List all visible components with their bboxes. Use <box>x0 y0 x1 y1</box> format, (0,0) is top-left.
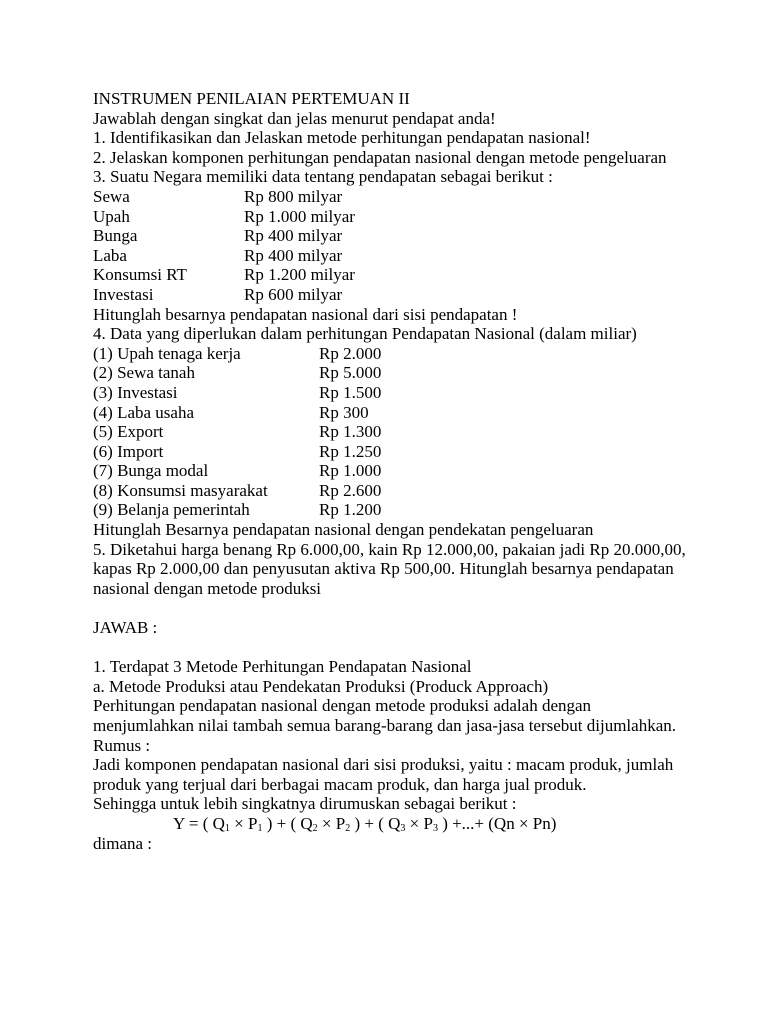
row-value: Rp 1.300 <box>319 422 382 442</box>
table-row <box>93 383 693 403</box>
table-row <box>93 442 693 462</box>
table-row <box>93 344 693 364</box>
answer-1-subheading: a. Metode Produksi atau Pendekatan Produksi (Produck Approach) <box>93 676 549 696</box>
document-page <box>93 89 693 853</box>
formula-subscript: 3 <box>432 822 438 834</box>
table-row <box>93 285 693 305</box>
row-value: Rp 400 milyar <box>244 245 343 265</box>
table-row <box>93 187 693 207</box>
table-row <box>93 403 693 423</box>
answer-1-heading: 1. Terdapat 3 Metode Perhitungan Pendapatan Nasional <box>93 657 472 677</box>
answer-heading: JAWAB : <box>93 618 158 638</box>
formula-part: × P <box>405 813 433 833</box>
table-row <box>93 461 693 481</box>
row-label: (5) Export <box>93 422 164 442</box>
question-2: 2. Jelaskan komponen perhitungan pendapatan nasional dengan metode pengeluaran <box>93 147 667 167</box>
row-value: Rp 1.500 <box>319 382 382 402</box>
table-row <box>93 500 693 520</box>
table-row <box>93 265 693 285</box>
row-value: Rp 800 milyar <box>244 186 343 206</box>
row-value: Rp 1.200 milyar <box>244 265 355 285</box>
row-label: Upah <box>93 206 130 226</box>
formula-part: × P <box>317 813 346 833</box>
question-3-prompt: Hitunglah besarnya pendapatan nasional dari sisi pendapatan ! <box>93 304 518 324</box>
spacer <box>93 638 693 658</box>
answer-1-paragraph: Perhitungan pendapatan nasional dengan metode produksi adalah dengan menjumlahkan nilai tambah semua barang-barang dan jasa-jasa tersebut dijumlahkan. <box>93 696 676 735</box>
document-title: INSTRUMEN PENILAIAN PERTEMUAN II <box>93 89 410 108</box>
row-label: Investasi <box>93 284 154 304</box>
row-label: (3) Investasi <box>93 382 178 402</box>
row-value: Rp 1.000 <box>319 461 382 481</box>
formula-subscript: 1 <box>224 822 230 834</box>
row-value: Rp 1.200 <box>319 500 382 520</box>
formula-subscript: 2 <box>345 822 351 834</box>
question-4-prompt: Hitunglah Besarnya pendapatan nasional dengan pendekatan pengeluaran <box>93 520 594 540</box>
table-row <box>93 226 693 246</box>
instruction-text: Jawablah dengan singkat dan jelas menurut pendapat anda! <box>93 108 496 128</box>
row-label: (4) Laba usaha <box>93 402 195 422</box>
row-label: Konsumsi RT <box>93 265 187 285</box>
formula-part: ) +...+ (Qn × Pn) <box>437 813 557 833</box>
formula-subscript: 2 <box>312 822 318 834</box>
spacer <box>93 598 693 618</box>
formula-subscript: 1 <box>257 822 263 834</box>
row-label: (2) Sewa tanah <box>93 363 195 383</box>
formula-part: ) + ( Q <box>350 813 401 833</box>
row-value: Rp 1.000 milyar <box>244 206 355 226</box>
answer-1-paragraph: Jadi komponen pendapatan nasional dari sisi produksi, yaitu : macam produk, jumlah produk yang terjual dari berbagai macam produk, dan harga jual produk. <box>93 755 674 794</box>
table-row <box>93 481 693 501</box>
row-value: Rp 600 milyar <box>244 284 343 304</box>
table-row <box>93 246 693 266</box>
table-row <box>93 422 693 442</box>
table-row <box>93 207 693 227</box>
formula-part: × P <box>229 813 258 833</box>
formula <box>93 814 693 834</box>
rumus-label: Rumus : <box>93 735 151 755</box>
dimana-label: dimana : <box>93 833 153 853</box>
row-value: Rp 5.000 <box>319 363 382 383</box>
row-value: Rp 2.600 <box>319 480 382 500</box>
row-value: Rp 300 <box>319 402 369 422</box>
row-value: Rp 2.000 <box>319 343 382 363</box>
row-label: (8) Konsumsi masyarakat <box>93 480 268 500</box>
row-label: (9) Belanja pemerintah <box>93 500 250 520</box>
question-4-intro: 4. Data yang diperlukan dalam perhitungan Pendapatan Nasional (dalam miliar) <box>93 324 637 344</box>
question-3-table <box>93 187 693 305</box>
row-label: Sewa <box>93 186 130 206</box>
row-label: (6) Import <box>93 441 164 461</box>
row-value: Rp 400 milyar <box>244 226 343 246</box>
question-3-intro: 3. Suatu Negara memiliki data tentang pendapatan sebagai berikut : <box>93 167 553 187</box>
row-label: (7) Bunga modal <box>93 461 209 481</box>
row-label: Bunga <box>93 226 138 246</box>
formula-part: Y = ( Q <box>173 813 225 833</box>
answer-1-paragraph: Sehingga untuk lebih singkatnya dirumuskan sebagai berikut : <box>93 794 517 814</box>
row-label: (1) Upah tenaga kerja <box>93 343 241 363</box>
table-row <box>93 363 693 383</box>
formula-part: ) + ( Q <box>262 813 313 833</box>
question-4-table <box>93 344 693 520</box>
question-5: 5. Diketahui harga benang Rp 6.000,00, kain Rp 12.000,00, pakaian jadi Rp 20.000,00, kapas Rp 2.000,00 dan penyusutan aktiva Rp 500,00. Hitunglah besarnya pendapatan nasional dengan metode produksi <box>93 539 686 598</box>
row-label: Laba <box>93 245 127 265</box>
formula-subscript: 3 <box>400 822 406 834</box>
question-1: 1. Identifikasikan dan Jelaskan metode perhitungan pendapatan nasional! <box>93 128 591 148</box>
row-value: Rp 1.250 <box>319 441 382 461</box>
